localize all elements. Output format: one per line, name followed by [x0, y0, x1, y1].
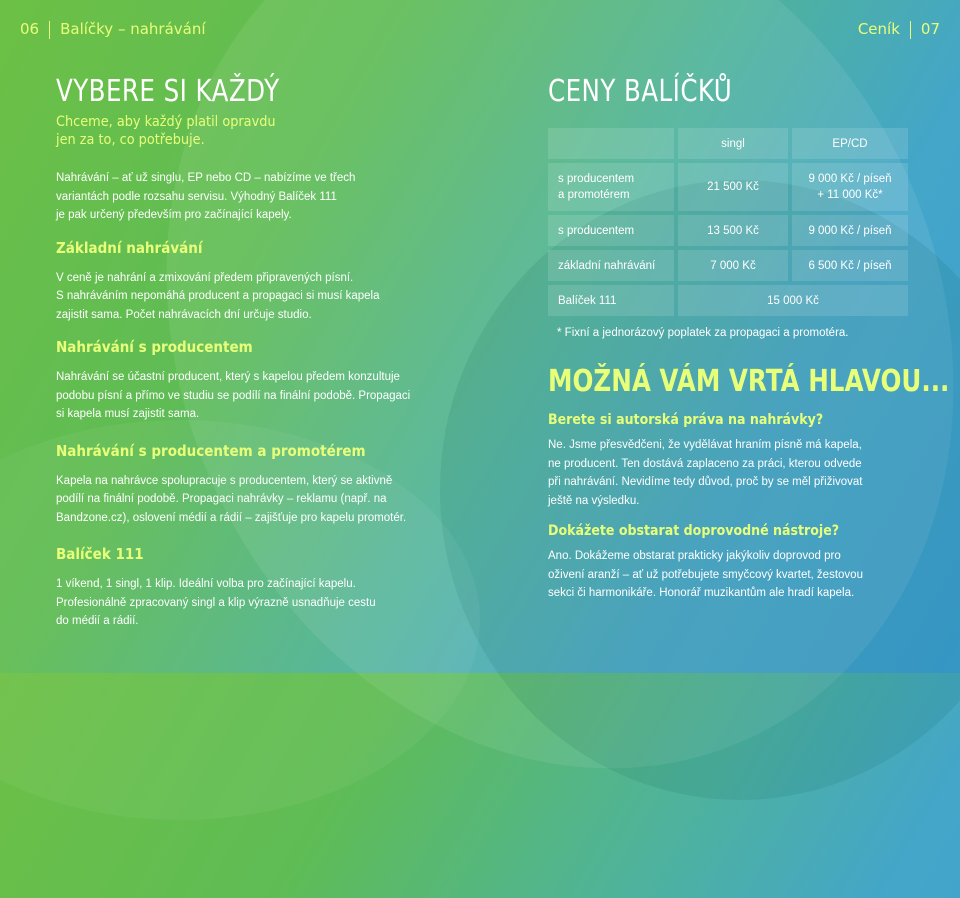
row-label: [548, 163, 674, 211]
header-right: [858, 20, 940, 39]
section-heading: Nahrávání s producentem: [56, 338, 253, 356]
price-singl: 13 500 Kč: [678, 215, 788, 246]
row-label-line: s producentem: [558, 173, 635, 185]
page-number-right: 07: [920, 20, 940, 38]
faq-item: [548, 523, 888, 603]
subtitle: [56, 113, 396, 149]
intro-paragraph: [56, 169, 426, 225]
left-column: [56, 74, 426, 631]
price-ep: 9 000 Kč / píseň: [792, 215, 908, 246]
faq-answer-line: ještě na výsledku.: [548, 494, 640, 507]
price-singl: 21 500 Kč: [678, 163, 788, 211]
column-header-singl: singl: [678, 128, 788, 159]
price-ep: 6 500 Kč / píseň: [792, 250, 908, 281]
section-heading: Základní nahrávání: [56, 238, 203, 257]
section-heading: Balíček 111: [56, 545, 144, 563]
price-line: 9 000 Kč / píseň: [808, 173, 892, 185]
header-left: [20, 20, 206, 39]
faq-question: Dokážete obstarat doprovodné nástroje?: [548, 523, 840, 539]
price-title: CENY BALÍČKŮ: [548, 74, 733, 109]
section-line: Nahrávání se účastní producent, který s kapelou předem konzultuje: [56, 371, 400, 383]
intro-line: je pak určený především pro začínající kapely.: [56, 209, 292, 221]
table-header-row: [548, 128, 908, 159]
faq-title: MOŽNÁ VÁM VRTÁ HLAVOU...: [548, 364, 950, 399]
section-title-right: Ceník: [857, 20, 900, 38]
row-label-line: a promotérem: [558, 189, 630, 201]
header-divider: [910, 21, 911, 39]
section-heading: Nahrávání s producentem a promotérem: [56, 441, 366, 460]
section-line: Kapela na nahrávce spolupracuje s producentem, který se aktivně: [56, 474, 393, 487]
row-label: s producentem: [548, 215, 674, 246]
section-basic: [56, 239, 426, 325]
faq-answer-line: Ne. Jsme přesvědčeni, že vydělávat hraním písně má kapela,: [548, 439, 862, 451]
section-line: Bandzone.cz), oslovení médií a rádií – zajišťuje pro kapelu promotér.: [56, 511, 407, 524]
table-cell-empty: [548, 128, 674, 159]
price-package: 15 000 Kč: [678, 285, 908, 316]
row-label: Balíček 111: [548, 285, 674, 316]
section-package-111: [56, 545, 426, 631]
section-line: Profesionálně zpracovaný singl a klip výrazně usnadňuje cestu: [56, 596, 376, 609]
header-divider: [49, 21, 50, 39]
subtitle-line: jen za to, co potřebuje.: [56, 132, 205, 148]
table-row: [548, 285, 908, 316]
faq-answer-line: sekci či harmonikáře. Honorář muzikantům ale hradí kapela.: [548, 587, 855, 599]
section-producer-promoter: [56, 442, 426, 528]
price-singl: 7 000 Kč: [678, 250, 788, 281]
column-header-ep: EP/CD: [792, 128, 908, 159]
right-column: [548, 74, 908, 109]
intro-line: Nahrávání – ať už singlu, EP nebo CD – nabízíme ve třech: [56, 172, 356, 184]
section-line: podílí na finální podobě. Propagaci nahrávky – reklamu (např. na: [56, 493, 387, 505]
section-line: si kapela musí zajistit sama.: [56, 408, 200, 420]
page-number-left: 06: [20, 20, 40, 38]
table-row: [548, 250, 908, 281]
table-row: [548, 163, 908, 211]
faq-answer-line: ne producent. Ten dostává zaplaceno za práci, kterou odvede: [548, 457, 862, 470]
faq-item: [548, 412, 888, 510]
table-row: [548, 215, 908, 246]
faq-question: Berete si autorská práva na nahrávky?: [548, 412, 824, 428]
row-label: základní nahrávání: [548, 250, 674, 281]
section-line: zajistit sama. Počet nahrávacích dní určuje studio.: [56, 308, 312, 321]
subtitle-line: Chceme, aby každý platil opravdu: [56, 114, 276, 130]
section-line: 1 víkend, 1 singl, 1 klip. Ideální volba pro začínající kapelu.: [56, 578, 356, 590]
section-line: do médií a rádií.: [56, 615, 139, 627]
price-line: + 11 000 Kč*: [817, 189, 883, 201]
price-table: [544, 124, 912, 320]
price-note: * Fixní a jednorázový poplatek za propagaci a promotéra.: [557, 327, 849, 339]
section-line: S nahráváním nepomáhá producent a propagaci si musí kapela: [56, 290, 380, 302]
section-line: V ceně je nahrání a zmixování předem připravených písní.: [56, 271, 354, 284]
faq-answer-line: při nahrávání. Nevidíme tedy důvod, proč by se měl přiživovat: [548, 476, 863, 488]
section-line: podobu písní a přímo ve studiu se podílí na finální podobě. Propagaci: [56, 389, 411, 402]
intro-line: variantách podle rozsahu servisu. Výhodný Balíček 111: [56, 190, 337, 203]
price-ep: [792, 163, 908, 211]
page-title: VYBERE SI KAŽDÝ: [56, 74, 280, 109]
section-producer: [56, 338, 426, 424]
section-title-left: Balíčky – nahrávání: [60, 20, 206, 38]
faq-answer-line: Ano. Dokážeme obstarat prakticky jakýkoliv doprovod pro: [548, 550, 841, 562]
faq-answer-line: oživení aranží – ať už potřebujete smyčcový kvartet, žestovou: [548, 568, 863, 581]
